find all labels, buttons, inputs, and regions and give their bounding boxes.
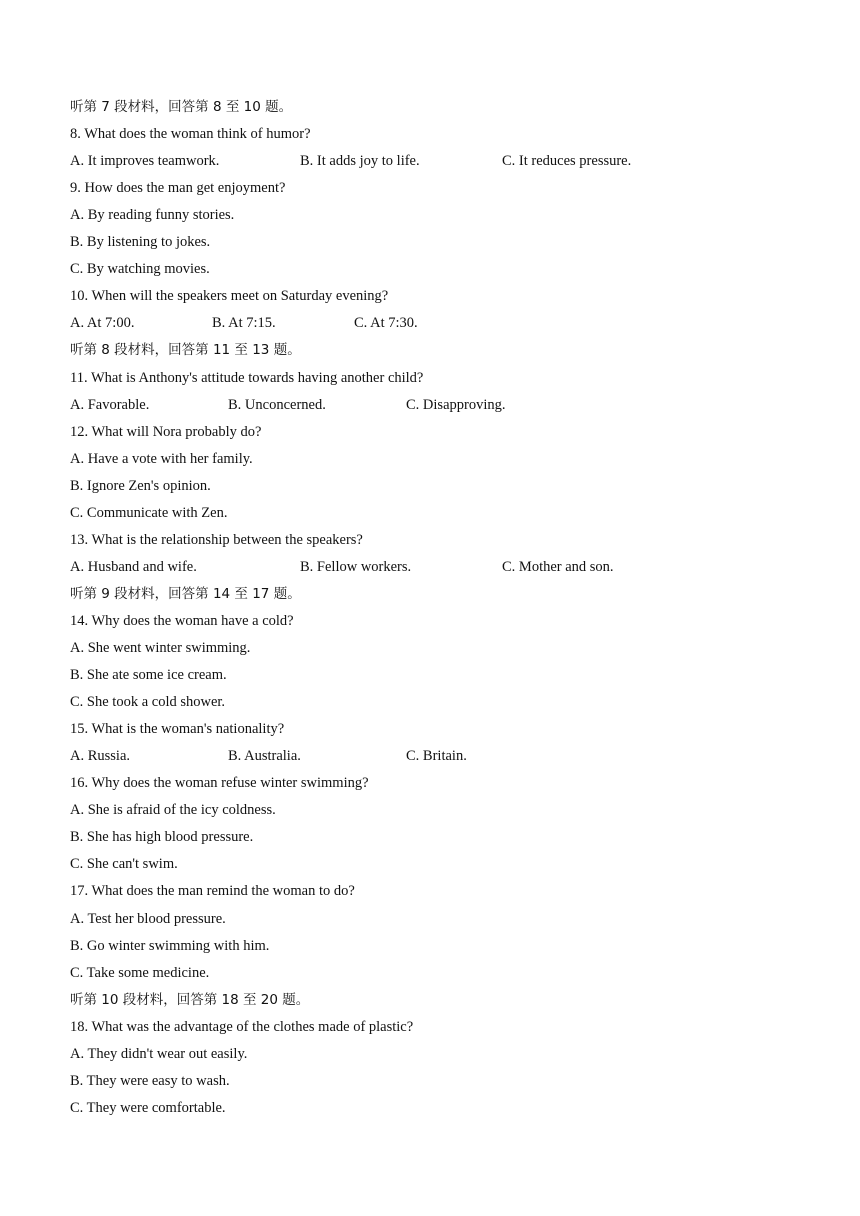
answer-option: A. At 7:00.	[70, 315, 135, 332]
answer-option: A. Husband and wife.	[70, 558, 197, 575]
answer-option: A. By reading funny stories.	[70, 207, 235, 224]
answer-option: B. Go winter swimming with him.	[70, 937, 270, 954]
answer-option: C. Take some medicine.	[70, 964, 210, 981]
answer-option: C. It reduces pressure.	[502, 153, 632, 170]
question-text: 15. What is the woman's nationality?	[70, 721, 285, 738]
answer-option: A. Favorable.	[70, 396, 150, 413]
question-text: 11. What is Anthony's attitude towards having another child?	[70, 369, 424, 386]
answer-option: B. Unconcerned.	[228, 396, 326, 413]
answer-option: A. She is afraid of the icy coldness.	[70, 802, 276, 819]
answer-option: B. Australia.	[228, 748, 301, 765]
question-text: 10. When will the speakers meet on Saturday evening?	[70, 288, 389, 305]
answer-option: A. She went winter swimming.	[70, 640, 251, 656]
answer-option: A. Have a vote with her family.	[70, 450, 253, 467]
answer-option: C. She can't swim.	[70, 856, 178, 873]
question-text: 14. Why does the woman have a cold?	[70, 612, 294, 629]
section-heading: 听第 8 段材料，回答第 11 至 13 题。	[70, 342, 301, 359]
answer-option: B. Fellow workers.	[300, 558, 412, 575]
section-heading: 听第 10 段材料，回答第 18 至 20 题。	[70, 991, 310, 1008]
answer-option: B. By listening to jokes.	[70, 234, 211, 251]
question-text: 16. Why does the woman refuse winter swimming?	[70, 775, 369, 792]
answer-option: C. Britain.	[406, 748, 467, 765]
answer-option: B. She ate some ice cream.	[70, 667, 227, 684]
question-text: 12. What will Nora probably do?	[70, 423, 262, 440]
answer-option: A. Russia.	[70, 748, 131, 765]
answer-option: B. She has high blood pressure.	[70, 829, 254, 846]
answer-option: B. It adds joy to life.	[300, 153, 420, 170]
answer-option: C. She took a cold shower.	[70, 694, 226, 711]
answer-option: C. They were comfortable.	[70, 1099, 226, 1116]
section-heading: 听第 9 段材料，回答第 14 至 17 题。	[70, 585, 301, 602]
answer-option: C. At 7:30.	[354, 315, 418, 332]
answer-option: A. It improves teamwork.	[70, 153, 220, 170]
section-heading: 听第 7 段材料，回答第 8 至 10 题。	[70, 99, 293, 115]
answer-option: B. At 7:15.	[212, 315, 276, 332]
question-text: 8. What does the woman think of humor?	[70, 126, 311, 143]
answer-option: B. They were easy to wash.	[70, 1072, 230, 1089]
answer-option: C. Communicate with Zen.	[70, 504, 228, 521]
question-text: 17. What does the man remind the woman to do?	[70, 883, 355, 900]
question-text: 18. What was the advantage of the clothes made of plastic?	[70, 1018, 414, 1035]
answer-option: A. They didn't wear out easily.	[70, 1045, 248, 1062]
answer-option: C. Mother and son.	[502, 558, 614, 575]
answer-option: C. Disapproving.	[406, 396, 506, 413]
answer-option: B. Ignore Zen's opinion.	[70, 477, 211, 494]
answer-option: C. By watching movies.	[70, 261, 210, 278]
question-text: 9. How does the man get enjoyment?	[70, 180, 286, 197]
answer-option: A. Test her blood pressure.	[70, 910, 226, 927]
question-text: 13. What is the relationship between the speakers?	[70, 531, 363, 548]
